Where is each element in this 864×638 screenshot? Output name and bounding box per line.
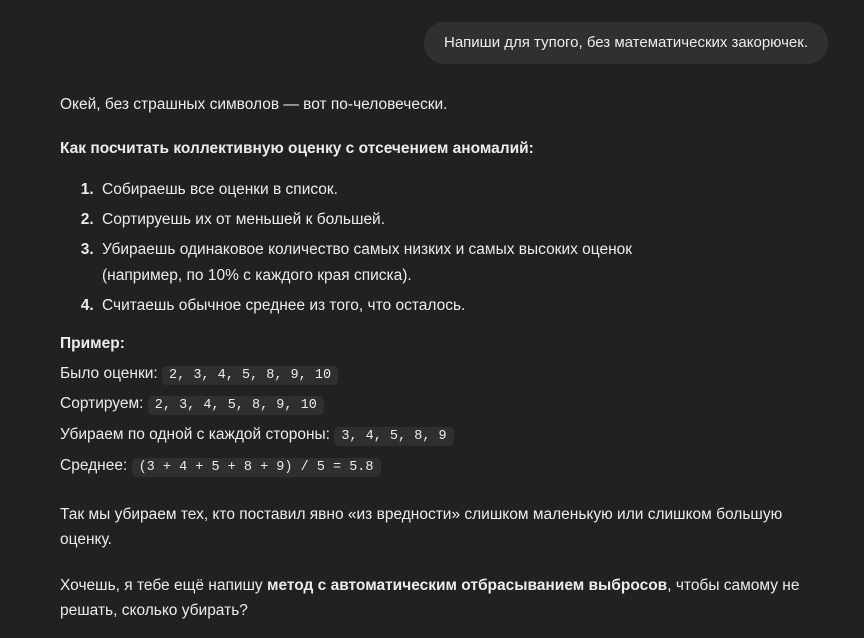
- user-message-row: [0, 0, 864, 64]
- offer-bold-text: метод с автоматическим отбрасыванием выбросов: [267, 576, 668, 594]
- example-label: Убираем по одной с каждой стороны:: [60, 426, 330, 444]
- offer-prefix: Хочешь, я тебе ещё напишу: [60, 576, 267, 594]
- example-label: Сортируем:: [60, 395, 144, 413]
- list-item: [98, 178, 804, 202]
- step-subtext: (например, по 10% с каждого края списка).: [102, 266, 412, 284]
- example-title: Пример:: [60, 334, 125, 352]
- list-item: [98, 238, 804, 288]
- list-item: [98, 294, 804, 318]
- assistant-offer-paragraph: [60, 573, 804, 623]
- list-item: [98, 208, 804, 232]
- offer-suffix: , чтобы самому не решать, сколько убирать?: [60, 576, 800, 619]
- assistant-intro-paragraph: Окей, без страшных символов — вот по-человечески.: [60, 95, 448, 113]
- example-label: Среднее:: [60, 457, 128, 475]
- steps-list: [60, 178, 804, 318]
- step-text: Убираешь одинаковое количество самых низких и самых высоких оценок: [102, 240, 633, 258]
- example-line: [60, 361, 804, 388]
- assistant-conclusion-paragraph: Так мы убираем тех, кто поставил явно «из вредности» слишком маленькую или слишком большую оценку.: [60, 506, 783, 549]
- code-snippet: 2, 3, 4, 5, 8, 9, 10: [148, 396, 324, 415]
- code-snippet: 3, 4, 5, 8, 9: [334, 427, 453, 446]
- assistant-message: [0, 64, 864, 623]
- assistant-heading: Как посчитать коллективную оценку с отсечением аномалий:: [60, 139, 534, 157]
- step-text: Сортируешь их от меньшей к большей.: [102, 210, 386, 228]
- code-snippet: (3 + 4 + 5 + 8 + 9) / 5 = 5.8: [132, 458, 381, 477]
- example-line: [60, 391, 804, 418]
- step-text: Собираешь все оценки в список.: [102, 180, 338, 198]
- step-text: Считаешь обычное среднее из того, что осталось.: [102, 296, 466, 314]
- example-line: [60, 453, 804, 480]
- user-message-bubble: Напиши для тупого, без математических закорючек.: [424, 22, 828, 64]
- example-line: [60, 422, 804, 449]
- code-snippet: 2, 3, 4, 5, 8, 9, 10: [162, 366, 338, 385]
- example-label: Было оценки:: [60, 364, 158, 382]
